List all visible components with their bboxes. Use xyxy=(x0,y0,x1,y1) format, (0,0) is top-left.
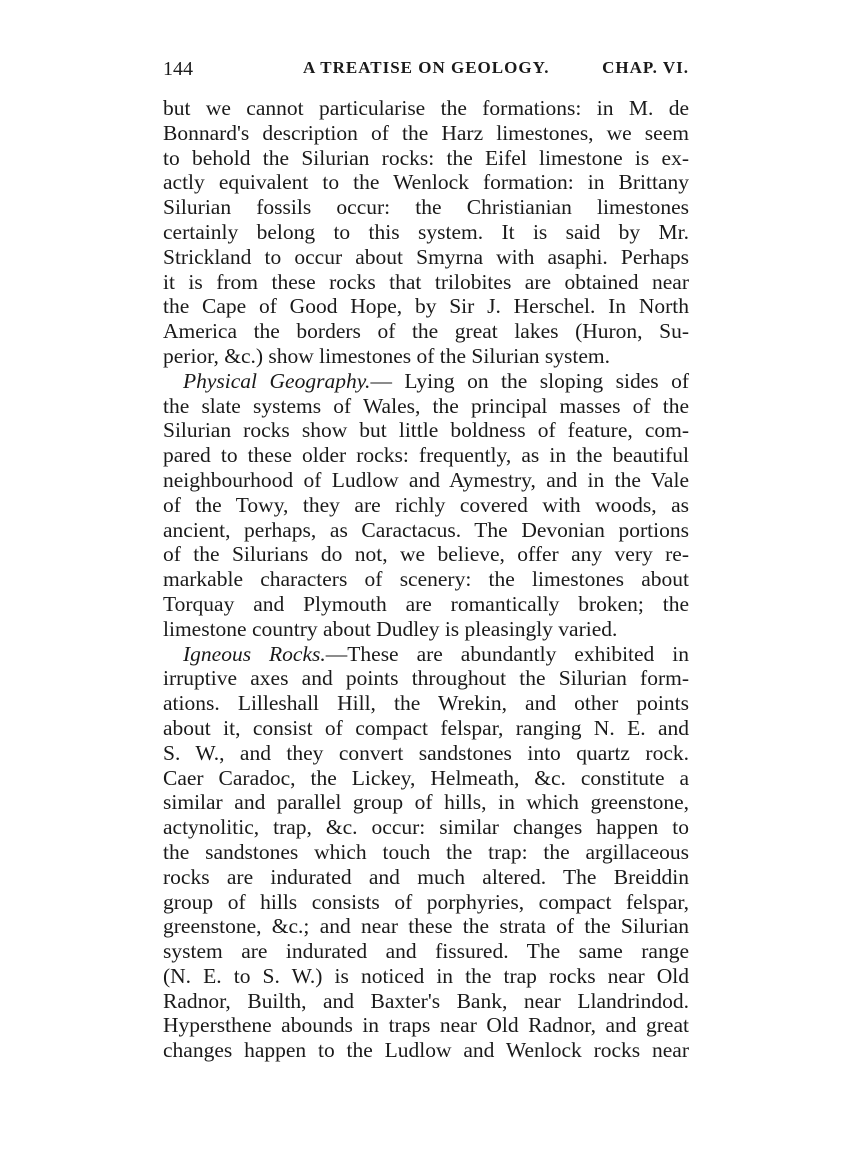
text-line: Caer Caradoc, the Lickey, Helmeath, &c. constitute a xyxy=(163,765,689,790)
text-line: the slate systems of Wales, the principal masses of the xyxy=(163,393,689,418)
text-line: rocks are indurated and much altered. The Breiddin xyxy=(163,864,689,889)
text-line: similar and parallel group of hills, in which greenstone, xyxy=(163,790,689,815)
text-line: ancient, perhaps, as Caractacus. The Devonian portions xyxy=(163,517,689,542)
text-line: S. W., and they convert sandstones into quartz rock. xyxy=(163,740,689,765)
text-line: ations. Lilleshall Hill, the Wrekin, and other points xyxy=(163,691,689,716)
text-line: limestone country about Dudley is pleasingly varied. xyxy=(163,616,618,641)
text-line: it is from these rocks that trilobites are obtained near xyxy=(163,269,689,294)
chapter-label: CHAP. VI. xyxy=(602,58,689,77)
text-line: —These are abundantly exhibited in xyxy=(325,641,690,666)
text-line: changes happen to the Ludlow and Wenlock rocks near xyxy=(163,1038,689,1063)
text-line: but we cannot particularise the formations: in M. de xyxy=(163,96,689,120)
text-line: neighbourhood of Ludlow and Aymestry, and in the Vale xyxy=(163,467,689,492)
text-line: Silurian fossils occur: the Christianian limestones xyxy=(163,195,689,220)
text-line: America the borders of the great lakes (Huron, Su- xyxy=(163,319,689,344)
running-title: A TREATISE ON GEOLOGY. xyxy=(303,58,550,77)
text-line: greenstone, &c.; and near these the strata of the Silurian xyxy=(163,914,689,939)
section-heading-igneous-rocks: Igneous Rocks. xyxy=(183,641,326,666)
text-line: actynolitic, trap, &c. occur: similar changes happen to xyxy=(163,815,689,840)
text-line: the sandstones which touch the trap: the argillaceous xyxy=(163,839,689,864)
text-line: Radnor, Builth, and Baxter's Bank, near Llandrindod. xyxy=(163,988,689,1013)
page-number: 144 xyxy=(163,58,193,80)
text-line: Hypersthene abounds in traps near Old Radnor, and great xyxy=(163,1013,689,1038)
text-line: pared to these older rocks: frequently, as in the beautiful xyxy=(163,443,689,468)
text-line: Silurian rocks show but little boldness of feature, com- xyxy=(163,418,689,443)
text-line: of the Silurians do not, we believe, offer any very re- xyxy=(163,542,689,567)
paragraph-first-line xyxy=(163,369,689,394)
text-line: the Cape of Good Hope, by Sir J. Herschel. In North xyxy=(163,294,689,319)
text-line: (N. E. to S. W.) is noticed in the trap rocks near Old xyxy=(163,963,689,988)
body-text xyxy=(163,96,689,1063)
text-line: irruptive axes and points throughout the Silurian form- xyxy=(163,666,689,691)
text-line: Strickland to occur about Smyrna with asaphi. Perhaps xyxy=(163,244,689,269)
section-heading-physical-geography: Physical Geography. xyxy=(183,368,371,393)
text-line: markable characters of scenery: the limestones about xyxy=(163,567,689,592)
text-line: to behold the Silurian rocks: the Eifel limestone is ex- xyxy=(163,145,689,170)
paragraph-first-line xyxy=(163,642,689,667)
text-line: perior, &c.) show limestones of the Silurian system. xyxy=(163,343,610,368)
text-line: group of hills consists of porphyries, compact felspar, xyxy=(163,889,689,914)
text-line: Bonnard's description of the Harz limestones, we seem xyxy=(163,120,689,145)
text-line: certainly belong to this system. It is said by Mr. xyxy=(163,219,689,244)
text-line: Torquay and Plymouth are romantically broken; the xyxy=(163,591,689,616)
text-line: of the Towy, they are richly covered with woods, as xyxy=(163,492,689,517)
text-line: actly equivalent to the Wenlock formation: in Brittany xyxy=(163,170,689,195)
text-line: — Lying on the sloping sides of xyxy=(370,368,689,393)
running-header xyxy=(163,58,689,86)
text-line: system are indurated and fissured. The same range xyxy=(163,939,689,964)
text-line: about it, consist of compact felspar, ranging N. E. and xyxy=(163,715,689,740)
